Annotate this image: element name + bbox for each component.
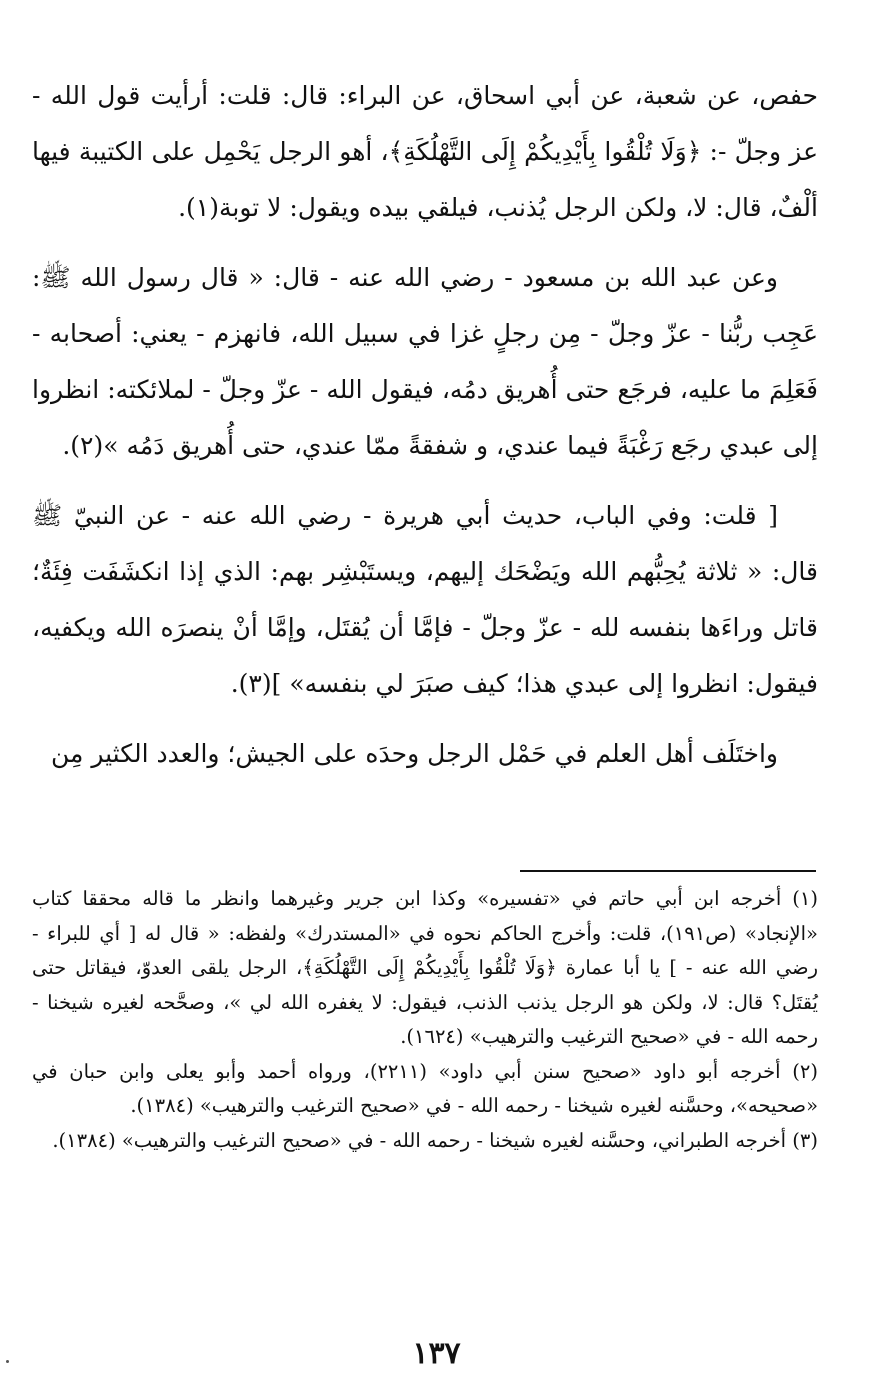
footnote-separator [520, 870, 816, 872]
footnote-1: (١) أخرجه ابن أبي حاتم في «تفسيره» وكذا ابن جرير وغيرهما وانظر ما قاله محققا كتاب «الإنجاد» (ص١٩١)، قلت: وأخرج الحاكم نحوه في «المستدرك» ولفظه: « قال له [ أي للبراء - رضي الله عنه - ] يا أبا عمارة ﴿وَلَا تُلْقُوا بِأَيْدِيكُمْ إِلَى التَّهْلُكَةِ﴾، الرجل يلقى العدوّ، فيقاتل حتى يُقتَل؟ قال: لا، ولكن هو الرجل يذنب الذنب، فيقول: لا يغفره الله لي »، وصحَّحه لغيره شيخنا - رحمه الله - في «صحيح الترغيب والترهيب» (١٦٢٤). [32, 887, 818, 1048]
paragraph-3: [ قلت: وفي الباب، حديث أبي هريرة - رضي الله عنه - عن النبيّ ﷺ قال: « ثلاثة يُحِبُّهم الله ويَضْحَك إليهم، ويستَبْشِر بهم: الذي إذا انكشَفَت فِئَةٌ؛ قاتل وراءَها بنفسه لله - عزّ وجلّ - فإمَّا أن يُقتَل، وإمَّا أنْ ينصرَه الله ويكفيه، فيقول: انظروا إلى عبدي هذا؛ كيف صبَرَ لي بنفسه» ](٣). [32, 501, 818, 698]
page-number: ١٣٧ [412, 1336, 461, 1371]
footnote-3: (٣) أخرجه الطبراني، وحسَّنه لغيره شيخنا - رحمه الله - في «صحيح الترغيب والترهيب» (١٣٨٤). [52, 1128, 818, 1152]
paragraph-1: حفص، عن شعبة، عن أبي اسحاق، عن البراء: قال: قلت: أرأيت قول الله - عز وجلّ -: ﴿وَلَا تُلْقُوا بِأَيْدِيكُمْ إِلَى التَّهْلُكَةِ﴾، أهو الرجل يَحْمِل على الكتيبة فيها ألْفٌ، قال: لا، ولكن الرجل يُذنب، فيلقي بيده ويقول: لا توبة(١). [32, 81, 818, 222]
footnote-2: (٢) أخرجه أبو داود «صحيح سنن أبي داود» (٢٢١١)، ورواه أحمد وأبو يعلى وابن حبان في «صحيحه»، وحسَّنه لغيره شيخنا - رحمه الله - في «صحيح الترغيب والترهيب» (١٣٨٤). [32, 1059, 818, 1117]
paragraph-2: وعن عبد الله بن مسعود - رضي الله عنه - قال: « قال رسول الله ﷺ: عَجِب ربُّنا - عزّ وجلّ - مِن رجلٍ غزا في سبيل الله، فانهزم - يعني: أصحابه - فَعَلِمَ ما عليه، فرجَع حتى أُهريق دمُه، فيقول الله - عزّ وجلّ - لملائكته: انظروا إلى عبدي رجَع رَغْبَةً فيما عندي، و شفقةً ممّا عندي، حتى أُهريق دَمُه »(٢). [32, 263, 818, 460]
footnotes [32, 882, 818, 1158]
paragraph-4: واختَلَف أهل العلم في حَمْل الرجل وحدَه على الجيش؛ والعدد الكثير مِن [50, 739, 778, 768]
main-text [32, 68, 818, 782]
scan-speck [6, 1360, 9, 1363]
